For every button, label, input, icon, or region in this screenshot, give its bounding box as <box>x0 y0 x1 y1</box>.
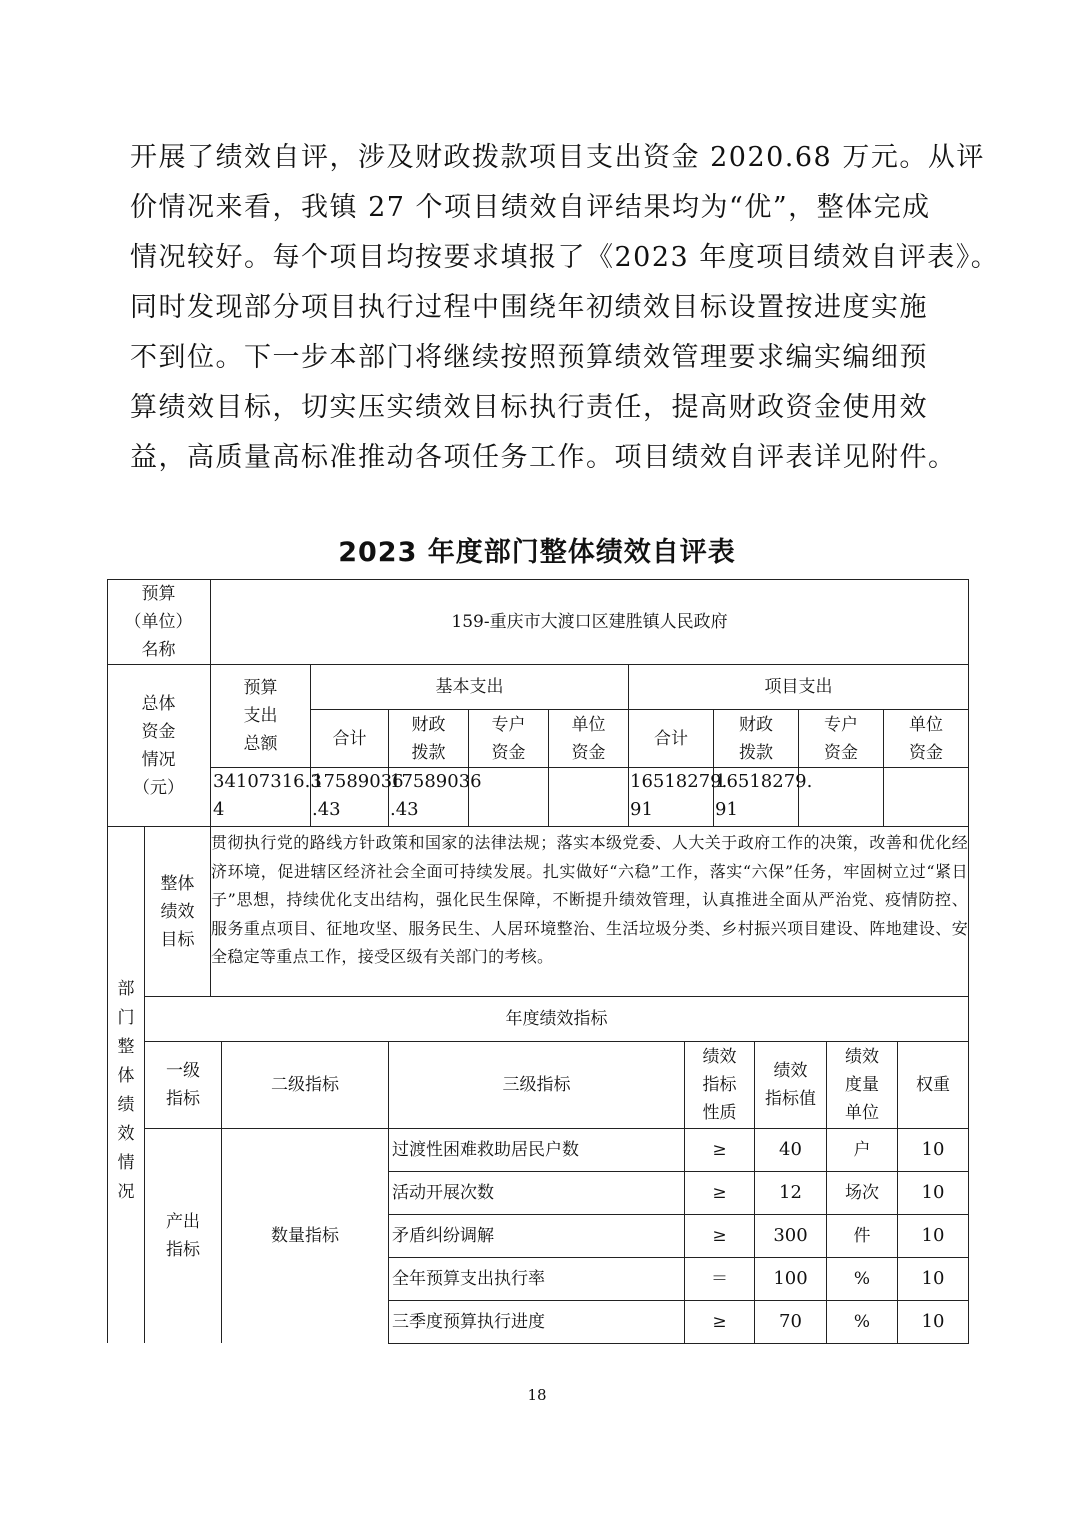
value-line: .43 <box>312 799 341 820</box>
label-line: 性质 <box>702 1103 737 1123</box>
level3-header: 三级指标 <box>502 1075 571 1095</box>
output-indicator-label <box>145 1129 221 1343</box>
indicator-nature: ≥ <box>712 1312 727 1332</box>
indicator-name: 矛盾纠纷调解 <box>392 1226 494 1246</box>
label-char: 部 <box>117 979 135 999</box>
label-line: （元） <box>133 777 184 798</box>
label-line: 绩效 <box>773 1061 808 1081</box>
indicator-name: 三季度预算执行进度 <box>392 1312 545 1332</box>
label-line: 情况 <box>141 749 176 770</box>
project-fiscal-value <box>715 768 813 826</box>
project-total-value <box>630 768 728 826</box>
budget-total-label <box>211 665 310 767</box>
label-line: 预算 <box>243 678 278 698</box>
label-line: 绩效 <box>160 901 195 922</box>
indicator-value: 70 <box>779 1311 802 1332</box>
value-line: 91 <box>630 799 653 820</box>
label-line: 资金 <box>824 742 858 763</box>
label-line: 指标 <box>166 1089 200 1109</box>
table-rule <box>107 826 969 827</box>
indicator-unit: 户 <box>853 1140 871 1160</box>
label-line: 一级 <box>166 1061 200 1081</box>
value-line: 4 <box>213 799 225 820</box>
project-special-header <box>799 710 883 767</box>
basic-fiscal-header <box>389 710 468 767</box>
label-line: 指标 <box>166 1240 200 1260</box>
label-line: 总额 <box>243 734 278 754</box>
label-line: 单位 <box>845 1103 879 1123</box>
value-line: 91 <box>715 799 738 820</box>
label-line: 绩效 <box>845 1047 879 1067</box>
indicator-value: 300 <box>773 1225 808 1246</box>
indicator-unit: % <box>853 1312 871 1332</box>
indicator-name: 活动开展次数 <box>392 1183 494 1203</box>
label-line: （单位） <box>124 612 193 632</box>
level2-header: 二级指标 <box>271 1075 339 1095</box>
project-fiscal-header <box>714 710 798 767</box>
basic-expense-header: 基本支出 <box>435 677 504 697</box>
quantity-indicator-label: 数量指标 <box>271 1226 339 1246</box>
label-line: 绩效 <box>702 1047 737 1067</box>
department-overall-label <box>108 975 144 1207</box>
indicator-weight: 10 <box>921 1182 945 1203</box>
project-total-header: 合计 <box>654 728 688 749</box>
budget-total-value <box>213 768 322 826</box>
label-line: 资金 <box>491 742 526 763</box>
label-line: 预算 <box>141 584 176 604</box>
unit-name-label <box>107 580 210 664</box>
label-char: 况 <box>117 1182 135 1202</box>
table-rule <box>388 1343 969 1344</box>
indicator-unit: % <box>853 1269 871 1289</box>
label-char: 效 <box>117 1124 135 1144</box>
paragraph-line: 不到位。下一步本部门将继续按照预算绩效管理要求编实编细预 <box>130 342 928 373</box>
indicator-nature: ≥ <box>712 1183 727 1203</box>
nature-header <box>685 1042 754 1128</box>
indicator-weight: 10 <box>921 1225 945 1246</box>
label-line: 资金 <box>909 742 943 763</box>
table-border <box>968 579 969 1343</box>
label-line: 专户 <box>491 714 526 735</box>
label-char: 整 <box>117 1037 135 1057</box>
indicator-weight: 10 <box>921 1311 945 1332</box>
label-line: 支出 <box>243 706 278 726</box>
label-line: 产出 <box>166 1212 200 1232</box>
basic-special-header <box>469 710 548 767</box>
project-expense-header: 项目支出 <box>764 677 833 697</box>
label-char: 情 <box>117 1153 135 1173</box>
indicator-unit: 场次 <box>845 1183 879 1203</box>
label-line: 单位 <box>571 714 606 735</box>
label-line: 专户 <box>824 714 858 735</box>
label-line: 目标 <box>160 929 195 950</box>
label-line: 财政 <box>739 714 773 735</box>
label-line: 指标 <box>702 1075 737 1095</box>
basic-fiscal-value <box>390 768 482 826</box>
paragraph-line: 益，高质量高标准推动各项任务工作。项目绩效自评表详见附件。 <box>130 442 957 473</box>
paragraph-line: 同时发现部分项目执行过程中围绕年初绩效目标设置按进度实施 <box>130 292 928 323</box>
page-number: 18 <box>527 1386 547 1404</box>
indicator-value: 12 <box>779 1182 802 1203</box>
value-line: 34107316.3 <box>213 771 322 792</box>
basic-total-header: 合计 <box>332 728 367 749</box>
measure-header <box>827 1042 897 1128</box>
label-line: 资金 <box>571 742 606 763</box>
unit-name-value: 159-重庆市大渡口区建胜镇人民政府 <box>451 612 728 632</box>
project-unit-header <box>884 710 968 767</box>
label-line: 财政 <box>411 714 446 735</box>
indicator-value: 100 <box>773 1268 808 1289</box>
paragraph-line: 价情况来看，我镇 27 个项目绩效自评结果均为“优”，整体完成 <box>130 192 931 223</box>
overall-goal-label <box>145 827 210 996</box>
value-line: 17589036 <box>312 771 404 792</box>
indicator-unit: 件 <box>853 1226 871 1246</box>
label-line: 资金 <box>141 721 176 742</box>
overall-goal-text: 贯彻执行党的路线方针政策和国家的法律法规；落实本级党委、人大关于政府工作的决策，改善和优化经济环境，促进辖区经济社会全面可持续发展。扎实做好“六稳”工作，落实“六保”任务，牢固树立过“紧日子”思想，持续优化支出结构，强化民生保障，不断提升绩效管理，认真推进全面从严治党、疫情防控、服务重点项目、征地攻坚、服务民生、人居环境整治、生活垃圾分类、乡村振兴项目建设、阵地建设、安全稳定等重点工作，接受区级有关部门的考核。 <box>211 833 968 966</box>
paragraph-line: 开展了绩效自评，涉及财政拨款项目支出资金 2020.68 万元。从评 <box>130 142 985 173</box>
label-char: 体 <box>117 1066 135 1086</box>
label-line: 指标值 <box>765 1089 816 1109</box>
basic-unit-header <box>549 710 628 767</box>
indicator-nature: ≥ <box>712 1226 727 1246</box>
value-line: 16518279. <box>630 771 728 792</box>
indicator-nature: ≥ <box>712 1140 727 1160</box>
indicator-value: 40 <box>779 1139 802 1160</box>
label-line: 度量 <box>845 1075 879 1095</box>
indicator-weight: 10 <box>921 1268 945 1289</box>
label-char: 门 <box>117 1008 135 1028</box>
annual-indicators-header: 年度绩效指标 <box>505 1009 608 1029</box>
value-line: .43 <box>390 799 419 820</box>
value-line: 17589036 <box>390 771 482 792</box>
indicator-nature: ＝ <box>711 1269 728 1289</box>
value-line: 16518279. <box>715 771 813 792</box>
indicator-weight: 10 <box>921 1139 945 1160</box>
indicator-name: 全年预算支出执行率 <box>392 1269 545 1289</box>
label-line: 整体 <box>160 873 195 894</box>
funds-label <box>107 665 210 826</box>
level1-header <box>145 1042 221 1128</box>
label-line: 总体 <box>141 693 176 714</box>
value-header <box>755 1042 826 1128</box>
weight-header: 权重 <box>916 1075 950 1095</box>
label-line: 拨款 <box>739 742 773 763</box>
indicator-name: 过渡性困难救助居民户数 <box>392 1140 579 1160</box>
label-char: 绩 <box>117 1095 135 1115</box>
basic-total-value <box>312 768 404 826</box>
label-line: 单位 <box>909 714 943 735</box>
paragraph-line: 算绩效目标，切实压实绩效目标执行责任，提高财政资金使用效 <box>130 392 928 423</box>
label-line: 名称 <box>141 640 176 660</box>
label-line: 拨款 <box>411 742 446 763</box>
table-title: 2023 年度部门整体绩效自评表 <box>338 537 736 568</box>
paragraph-line: 情况较好。每个项目均按要求填报了《2023 年度项目绩效自评表》。 <box>130 242 1000 273</box>
